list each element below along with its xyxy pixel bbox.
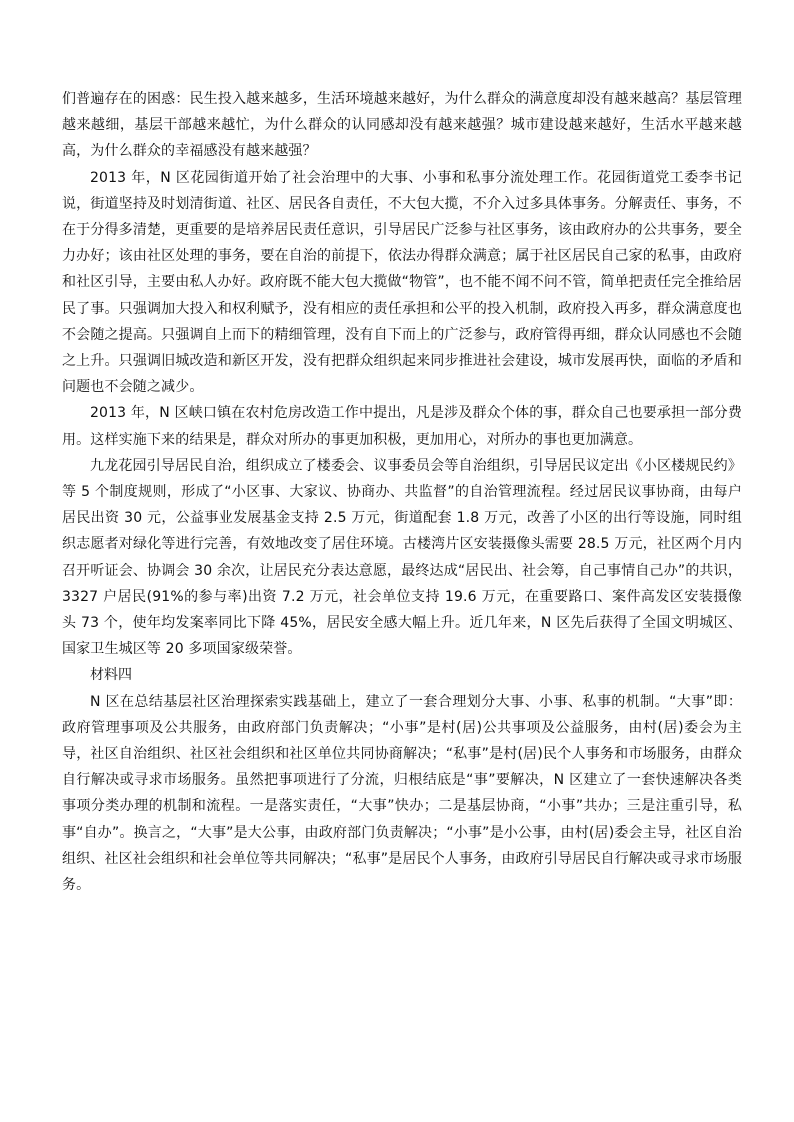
paragraph-5: N 区在总结基层社区治理探索实践基础上，建立了一套合理划分大事、小事、私事的机制。“大事”即：政府管理事项及公共服务，由政府部门负责解决；“小事”是村(居)公共事项及公益服务，由村(居)委会为主导，社区自治组织、社区社会组织和社区单位共同协商解决；“私事”是村(居)民个人事务和市场服务，由群众自行解决或寻求市场服务。虽然把事项进行了分流，归根结底是“事”要解决，N 区建立了一套快速解决各类事项分类办理的机制和流程。一是落实责任，“大事”快办；二是基层协商，“小事”共办；三是注重引导，私事“自办”。换言之，“大事”是大公事，由政府部门负责解决；“小事”是小公事，由村(居)委会主导，社区自治组织、社区社会组织和社会单位等共同解决；“私事”是居民个人事务，由政府引导居民自行解决或寻求市场服务。 xyxy=(62,693,742,894)
paragraph-4: 九龙花园引导居民自治，组织成立了楼委会、议事委员会等自治组织，引导居民议定出《小区楼规民约》等 5 个制度规则，形成了“小区事、大家议、协商办、共监督”的自治管理流程。经过居民议事协商，由每户居民出资 30 元，公益事业发展基金支持 2.5 万元，街道配套 1.8 万元，改善了小区的出行等设施，同时组织志愿者对绿化等进行完善，有效地改变了居住环境。古楼湾片区安装摄像头需要 28.5 万元，社区两个月内召开听证会、协调会 30 余次，让居民充分表达意愿，最终达成“居民出、社会筹，自己事情自己办”的共识，3327 户居民(91%的参与率)出资 7.2 万元，社会单位支持 19.6 万元，在重要路口、案件高发区安装摄像头 73 个，使年均发案率同比下降 45%，居民安全感大幅上升。近几年来，N 区先后获得了全国文明城区、国家卫生城区等 20 多项国家级荣誉。 xyxy=(62,457,742,658)
paragraph-2: 2013 年，N 区花园街道开始了社会治理中的大事、小事和私事分流处理工作。花园街道党工委李书记说，街道坚持及时划清街道、社区、居民各自责任，不大包大揽，不介入过多具体事务。分解责任、事务，不在于分得多清楚，更重要的是培养居民责任意识，引导居民广泛参与社区事务，该由政府办的公共事务，要全力办好；该由社区处理的事务，要在自治的前提下，依法办得群众满意；属于社区居民自己家的私事，由政府和社区引导，主要由私人办好。政府既不能大包大揽做“物管”，也不能不闻不问不管，简单把责任完全推给居民了事。只强调加大投入和权利赋予，没有相应的责任承担和公平的投入机制，政府投入再多，群众满意度也不会随之提高。只强调自上而下的精细管理，没有自下而上的广泛参与，政府管得再细，群众认同感也不会随之上升。只强调旧城改造和新区开发，没有把群众组织起来同步推进社会建设，城市发展再快，面临的矛盾和问题也不会随之减少。 xyxy=(62,169,742,396)
paragraph-1: 们普遍存在的困惑：民生投入越来越多，生活环境越来越好，为什么群众的满意度却没有越来越高？基层管理越来越细，基层干部越来越忙，为什么群众的认同感却没有越来越强？城市建设越来越好，生活水平越来越高，为什么群众的幸福感没有越来越强？ xyxy=(62,91,742,160)
section-heading-material-4: 材料四 xyxy=(90,667,132,684)
document-body xyxy=(62,86,742,898)
paragraph-3: 2013 年，N 区峡口镇在农村危房改造工作中提出，凡是涉及群众个体的事，群众自己也要承担一部分费用。这样实施下来的结果是，群众对所办的事更加积极，更加用心，对所办的事也更加满意。 xyxy=(62,405,742,448)
